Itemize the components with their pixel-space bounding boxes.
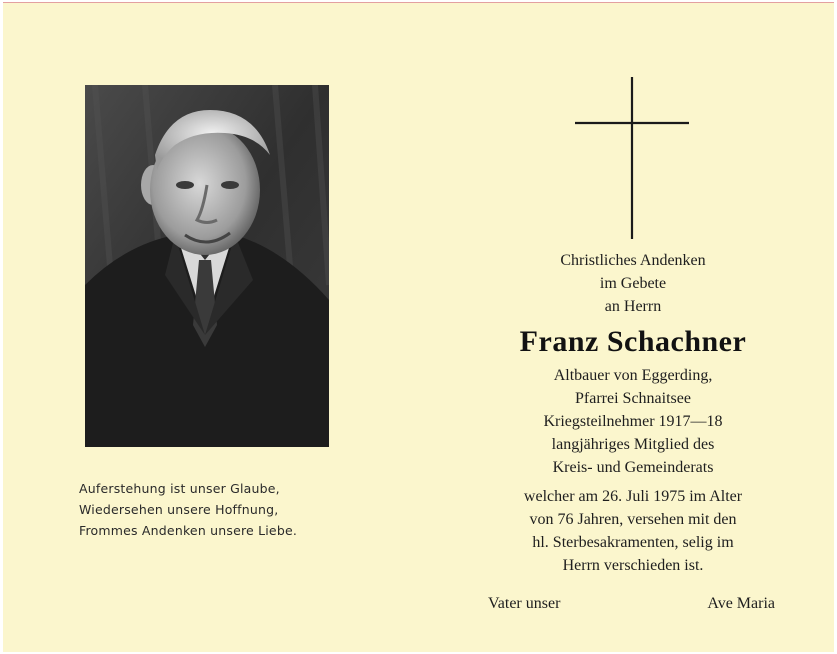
detail-line: Kriegsteilnehmer 1917—18 — [543, 413, 723, 430]
portrait-photo — [85, 85, 329, 447]
detail-line: langjähriges Mitglied des — [551, 436, 715, 453]
motto-text — [79, 478, 379, 541]
deceased-name: Franz Schachner — [519, 325, 747, 358]
death-line: von 76 Jahren, versehen mit den — [529, 511, 737, 528]
memorial-text — [478, 249, 788, 577]
prayer-ave-maria: Ave Maria — [707, 595, 775, 612]
heading-line: im Gebete — [599, 275, 667, 292]
motto-line: Frommes Andenken unsere Liebe. — [79, 523, 298, 538]
heading-line: an Herrn — [604, 298, 662, 315]
motto-line: Auferstehung ist unser Glaube, — [79, 481, 280, 496]
death-line: hl. Sterbesakramenten, selig im — [532, 534, 734, 551]
detail-line: Pfarrei Schnaitsee — [575, 390, 691, 407]
detail-line: Altbauer von Eggerding, — [553, 367, 713, 384]
memorial-card — [3, 2, 834, 652]
cross-icon — [575, 77, 689, 239]
detail-line: Kreis- und Gemeinderats — [552, 459, 714, 476]
death-line: Herrn verschieden ist. — [562, 557, 704, 574]
portrait-illustration — [85, 85, 329, 447]
prayer-vater-unser: Vater unser — [488, 595, 561, 612]
heading-line: Christliches Andenken — [560, 252, 706, 269]
death-line: welcher am 26. Juli 1975 im Alter — [523, 488, 743, 505]
motto-line: Wiedersehen unsere Hoffnung, — [79, 502, 279, 517]
